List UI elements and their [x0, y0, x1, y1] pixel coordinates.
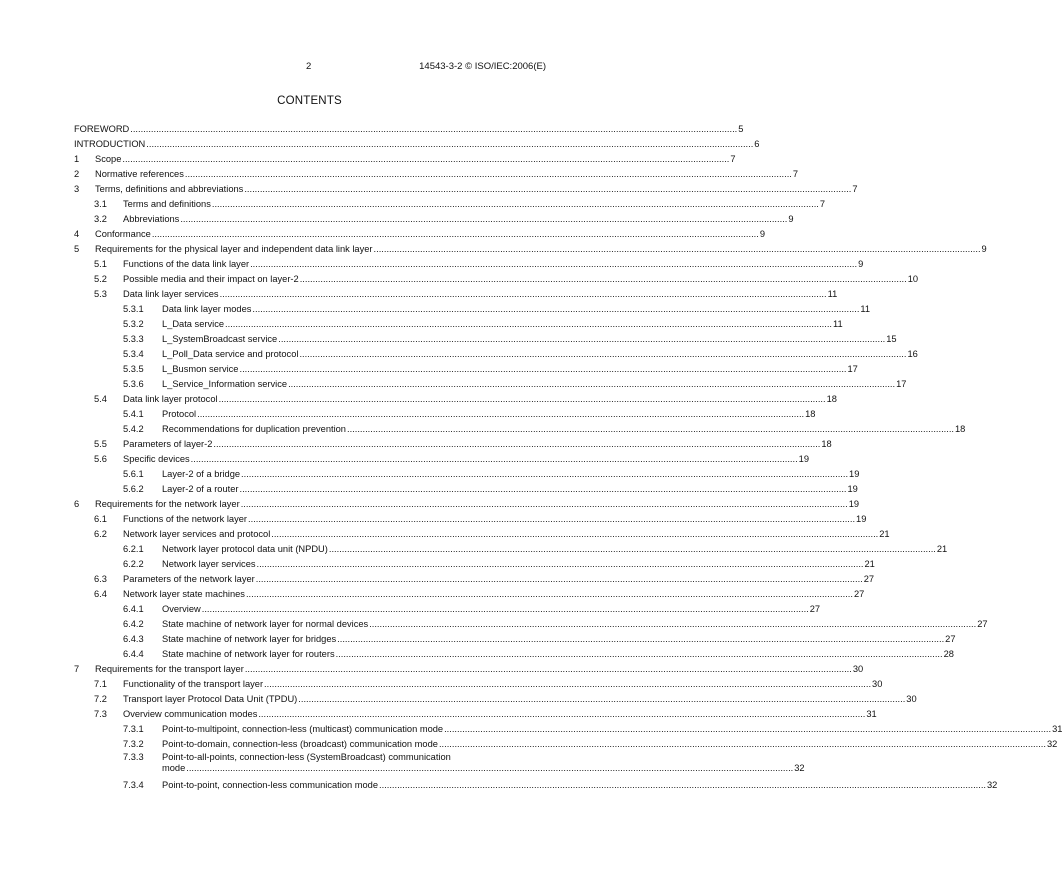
toc-entry-label: Network layer protocol data unit (NPDU) — [162, 544, 328, 554]
toc-entry-number: 5.6 — [94, 454, 107, 464]
toc-entry-number: 5.1 — [94, 259, 107, 269]
toc-entry-page: 28 — [943, 649, 954, 659]
toc-entry-page: 31 — [1052, 724, 1062, 734]
toc-entry[interactable] — [74, 195, 826, 210]
toc-entry[interactable] — [74, 630, 956, 645]
toc-entry[interactable] — [74, 210, 794, 225]
dot-leader — [264, 679, 871, 690]
toc-entry-page: 19 — [798, 454, 810, 464]
toc-entry-page: 10 — [907, 274, 919, 284]
toc-entry-number: 3.2 — [94, 214, 107, 224]
dot-leader — [146, 139, 753, 150]
dot-leader — [329, 544, 936, 555]
dot-leader — [212, 199, 819, 210]
dot-leader — [258, 709, 865, 720]
toc-entry-number: 7.3 — [94, 709, 107, 719]
toc-entry[interactable] — [74, 300, 871, 315]
toc-entry-page: 18 — [805, 409, 816, 419]
toc-entry-number: 5.3.5 — [123, 364, 144, 374]
toc-entry-label: Network layer services and protocol — [123, 529, 271, 539]
toc-entry-page: 6 — [754, 139, 760, 149]
toc-entry-number: 6.4.4 — [123, 649, 144, 659]
toc-entry-label: Data link layer modes — [162, 304, 252, 314]
toc-entry[interactable] — [74, 585, 865, 600]
toc-entry-number: 3.1 — [94, 199, 107, 209]
toc-entry-number: 7.3.2 — [123, 739, 144, 749]
toc-entry-page: 21 — [879, 529, 890, 539]
toc-entry[interactable] — [74, 750, 805, 776]
dot-leader — [220, 289, 827, 300]
dot-leader — [278, 334, 885, 345]
toc-entry-label: Protocol — [162, 409, 197, 419]
dot-leader — [246, 589, 853, 600]
toc-entry-label: Point-to-point, connection-less communication mode — [162, 780, 379, 790]
toc-entry-label: Requirements for the transport layer — [95, 664, 244, 674]
toc-entry-number: 7.3.4 — [123, 780, 144, 790]
toc-entry[interactable] — [74, 120, 744, 135]
toc-entry-number: 6.4 — [94, 589, 107, 599]
dot-leader — [244, 184, 851, 195]
dot-leader — [347, 424, 954, 435]
dot-leader — [439, 739, 1046, 750]
dot-leader — [225, 319, 832, 330]
toc-entry-number: 5.6.1 — [123, 469, 144, 479]
toc-entry-label: Point-to-multipoint, connection-less (multicast) communication mode — [162, 724, 444, 734]
toc-entry-label: Scope — [95, 154, 122, 164]
dot-leader — [300, 274, 907, 285]
dot-leader — [299, 349, 906, 360]
toc-entry-number: 5.2 — [94, 274, 107, 284]
toc-entry-page: 19 — [848, 499, 860, 509]
toc-entry-number: 7.3.1 — [123, 724, 144, 734]
toc-entry-label: Terms and definitions — [123, 199, 211, 209]
toc-entry-number: 6.1 — [94, 514, 107, 524]
toc-entry[interactable] — [74, 495, 860, 510]
toc-entry-page: 30 — [872, 679, 883, 689]
toc-entry[interactable] — [74, 615, 988, 630]
toc-entry-page: 19 — [849, 469, 860, 479]
toc-entry-label: Layer-2 of a router — [162, 484, 239, 494]
toc-entry[interactable] — [74, 315, 843, 330]
toc-entry-label: Parameters of the network layer — [123, 574, 255, 584]
toc-entry-label: Layer-2 of a bridge — [162, 469, 241, 479]
dot-leader — [191, 454, 798, 465]
toc-entry-number: 7 — [74, 664, 80, 674]
dot-leader — [250, 259, 857, 270]
toc-entry-label: Point-to-domain, connection-less (broadcast) communication mode — [162, 739, 438, 749]
toc-entry-page: 5 — [738, 124, 744, 134]
dot-leader — [130, 124, 737, 135]
toc-entry-number: 5.3 — [94, 289, 107, 299]
toc-entry-page: 31 — [866, 709, 877, 719]
toc-entry[interactable] — [74, 465, 860, 480]
dot-leader — [241, 499, 848, 510]
toc-entry-label: Requirements for the network layer — [95, 499, 240, 509]
toc-entry-number: 6.4.3 — [123, 634, 144, 644]
toc-entry-label: Recommendations for duplication prevention — [162, 424, 346, 434]
toc-entry-number: 5.3.6 — [123, 379, 144, 389]
toc-entry-label: Parameters of layer-2 — [123, 439, 213, 449]
toc-entry[interactable] — [74, 480, 858, 495]
dot-leader — [239, 364, 846, 375]
toc-entry-label: State machine of network layer for routers — [162, 649, 335, 659]
toc-entry-number: 4 — [74, 229, 80, 239]
toc-entry-label: L_Poll_Data service and protocol — [162, 349, 299, 359]
toc-entry-page: 17 — [847, 364, 858, 374]
dot-leader — [180, 214, 787, 225]
toc-entry[interactable] — [74, 390, 837, 405]
toc-entry-page: 27 — [863, 574, 875, 584]
toc-entry-label: Possible media and their impact on layer-2 — [123, 274, 299, 284]
toc-entry[interactable] — [74, 375, 907, 390]
toc-entry-label: State machine of network layer for bridges — [162, 634, 337, 644]
toc-entry[interactable] — [74, 776, 998, 791]
toc-entry-page: 32 — [1046, 739, 1058, 749]
toc-entry-label: Requirements for the physical layer and independent data link layer — [95, 244, 373, 254]
toc-entry-number: 1 — [74, 154, 80, 164]
dot-leader — [369, 619, 976, 630]
toc-entry[interactable] — [74, 705, 877, 720]
toc-entry-label: FOREWORD — [74, 124, 130, 134]
dot-leader — [256, 574, 863, 585]
toc-entry-page: 27 — [977, 619, 988, 629]
toc-entry-page: 9 — [858, 259, 864, 269]
table-of-contents — [74, 120, 1062, 791]
toc-entry-page: 11 — [827, 289, 838, 299]
toc-entry[interactable] — [74, 405, 816, 420]
toc-entry-page: 11 — [860, 304, 871, 314]
toc-entry-page: 16 — [907, 349, 918, 359]
toc-entry[interactable] — [74, 735, 1058, 750]
toc-entry[interactable] — [74, 510, 867, 525]
toc-entry-number: 5.3.2 — [123, 319, 144, 329]
toc-entry[interactable] — [74, 360, 858, 375]
dot-leader — [337, 634, 944, 645]
toc-entry[interactable] — [74, 330, 897, 345]
toc-entry-page: 18 — [954, 424, 966, 434]
toc-entry-label: INTRODUCTION — [74, 139, 146, 149]
toc-entry-number: 5 — [74, 244, 80, 254]
toc-entry-page: 9 — [788, 214, 794, 224]
toc-entry-page: 17 — [896, 379, 907, 389]
toc-entry[interactable] — [74, 255, 864, 270]
toc-entry-page: 32 — [794, 763, 805, 773]
dot-leader — [186, 763, 793, 774]
toc-entry[interactable] — [74, 555, 875, 570]
toc-entry-label: L_Data service — [162, 319, 225, 329]
toc-entry-number: 5.3.4 — [123, 349, 144, 359]
dot-leader — [152, 229, 759, 240]
toc-entry-label: Functions of the network layer — [123, 514, 248, 524]
toc-entry-page: 19 — [847, 484, 858, 494]
toc-entry-page: 7 — [730, 154, 736, 164]
dot-leader — [213, 439, 820, 450]
toc-entry-number: 6.3 — [94, 574, 107, 584]
toc-entry[interactable] — [74, 540, 948, 555]
toc-entry-label: Conformance — [95, 229, 151, 239]
toc-entry-label: Abbreviations — [123, 214, 180, 224]
dot-leader — [248, 514, 855, 525]
toc-entry-page: 30 — [906, 694, 917, 704]
dot-leader — [185, 169, 792, 180]
document-id: 14543-3-2 © ISO/IEC:2006(E) — [419, 61, 546, 72]
toc-entry-number: 7.3.3 — [123, 752, 144, 762]
toc-entry-page: 21 — [936, 544, 948, 554]
dot-leader — [245, 664, 852, 675]
toc-entry-page: 18 — [826, 394, 837, 404]
toc-entry-label: Overview — [162, 604, 201, 614]
toc-entry-page: 21 — [864, 559, 875, 569]
dot-leader — [197, 409, 804, 420]
toc-entry-number: 7.2 — [94, 694, 107, 704]
toc-entry-label-continued: mode — [162, 763, 186, 773]
dot-leader — [257, 559, 864, 570]
toc-entry[interactable] — [74, 270, 919, 285]
toc-entry-label: State machine of network layer for normal devices — [162, 619, 369, 629]
toc-entry-number: 5.4 — [94, 394, 107, 404]
toc-entry-page: 9 — [981, 244, 987, 254]
toc-entry[interactable] — [74, 345, 918, 360]
toc-entry-label: L_Service_Information service — [162, 379, 288, 389]
toc-entry-number: 5.5 — [94, 439, 107, 449]
toc-entry-number: 5.6.2 — [123, 484, 144, 494]
toc-entry[interactable] — [74, 435, 832, 450]
toc-entry[interactable] — [74, 690, 917, 705]
dot-leader — [252, 304, 859, 315]
toc-entry[interactable] — [74, 525, 890, 540]
toc-entry-label: Data link layer protocol — [123, 394, 218, 404]
toc-entry-number: 6.2.2 — [123, 559, 144, 569]
dot-leader — [202, 604, 809, 615]
toc-entry-number: 3 — [74, 184, 80, 194]
toc-entry-number: 6 — [74, 499, 80, 509]
dot-leader — [444, 724, 1051, 735]
toc-entry-page: 7 — [792, 169, 799, 179]
toc-entry-number: 2 — [74, 169, 80, 179]
dot-leader — [298, 694, 905, 705]
toc-entry-number: 6.2 — [94, 529, 107, 539]
toc-entry-page: 27 — [853, 589, 865, 599]
toc-entry-page: 9 — [759, 229, 765, 239]
toc-entry-number: 6.4.2 — [123, 619, 144, 629]
toc-entry[interactable] — [74, 150, 736, 165]
toc-entry-label: Specific devices — [123, 454, 190, 464]
toc-entry[interactable] — [74, 240, 987, 255]
toc-entry-number: 6.2.1 — [123, 544, 144, 554]
dot-leader — [271, 529, 878, 540]
toc-entry-label: Data link layer services — [123, 289, 219, 299]
toc-entry-label: Point-to-all-points, connection-less (SystemBroadcast) communication — [162, 752, 451, 762]
toc-entry-number: 5.3.1 — [123, 304, 144, 314]
toc-entry[interactable] — [74, 225, 765, 240]
toc-entry[interactable] — [74, 450, 810, 465]
toc-entry-label: L_SystemBroadcast service — [162, 334, 278, 344]
dot-leader — [336, 649, 943, 660]
dot-leader — [379, 780, 986, 791]
toc-entry[interactable] — [74, 180, 858, 195]
toc-entry-label: Network layer state machines — [123, 589, 245, 599]
toc-entry-label: Functions of the data link layer — [123, 259, 250, 269]
toc-entry-number: 5.4.1 — [123, 409, 144, 419]
toc-entry-number: 6.4.1 — [123, 604, 144, 614]
dot-leader — [241, 469, 848, 480]
toc-entry[interactable] — [74, 135, 760, 150]
toc-entry[interactable] — [74, 675, 883, 690]
toc-entry-page: 18 — [821, 439, 832, 449]
dot-leader — [219, 394, 826, 405]
toc-entry[interactable] — [74, 165, 799, 180]
toc-entry-label: Transport layer Protocol Data Unit (TPDU) — [123, 694, 298, 704]
toc-entry-page: 11 — [833, 319, 843, 329]
toc-entry-number: 5.3.3 — [123, 334, 144, 344]
toc-entry[interactable] — [74, 285, 838, 300]
toc-entry-label: Functionality of the transport layer — [123, 679, 264, 689]
dot-leader — [374, 244, 981, 255]
page-title: CONTENTS — [277, 95, 342, 107]
toc-entry-label: L_Busmon service — [162, 364, 239, 374]
toc-entry[interactable] — [74, 645, 954, 660]
toc-entry-label: Terms, definitions and abbreviations — [95, 184, 244, 194]
page-number: 2 — [306, 61, 312, 72]
dot-leader — [239, 484, 846, 495]
toc-entry[interactable] — [74, 570, 875, 585]
toc-entry-page: 15 — [886, 334, 897, 344]
toc-entry-page: 27 — [945, 634, 956, 644]
toc-entry-page: 30 — [852, 664, 864, 674]
toc-entry-page: 27 — [809, 604, 821, 614]
toc-entry-number: 5.4.2 — [123, 424, 144, 434]
dot-leader — [122, 154, 729, 165]
toc-entry[interactable] — [74, 420, 966, 435]
toc-entry-number: 7.1 — [94, 679, 107, 689]
toc-entry-label: Overview communication modes — [123, 709, 258, 719]
dot-leader — [288, 379, 895, 390]
toc-entry-page: 19 — [856, 514, 867, 524]
toc-entry[interactable] — [74, 660, 864, 675]
toc-entry-page: 7 — [852, 184, 858, 194]
toc-entry-label: Network layer services — [162, 559, 256, 569]
toc-entry-page: 32 — [987, 780, 998, 790]
toc-entry[interactable] — [74, 600, 821, 615]
toc-entry[interactable] — [74, 720, 1062, 735]
toc-entry-page: 7 — [819, 199, 826, 209]
toc-entry-label: Normative references — [95, 169, 184, 179]
